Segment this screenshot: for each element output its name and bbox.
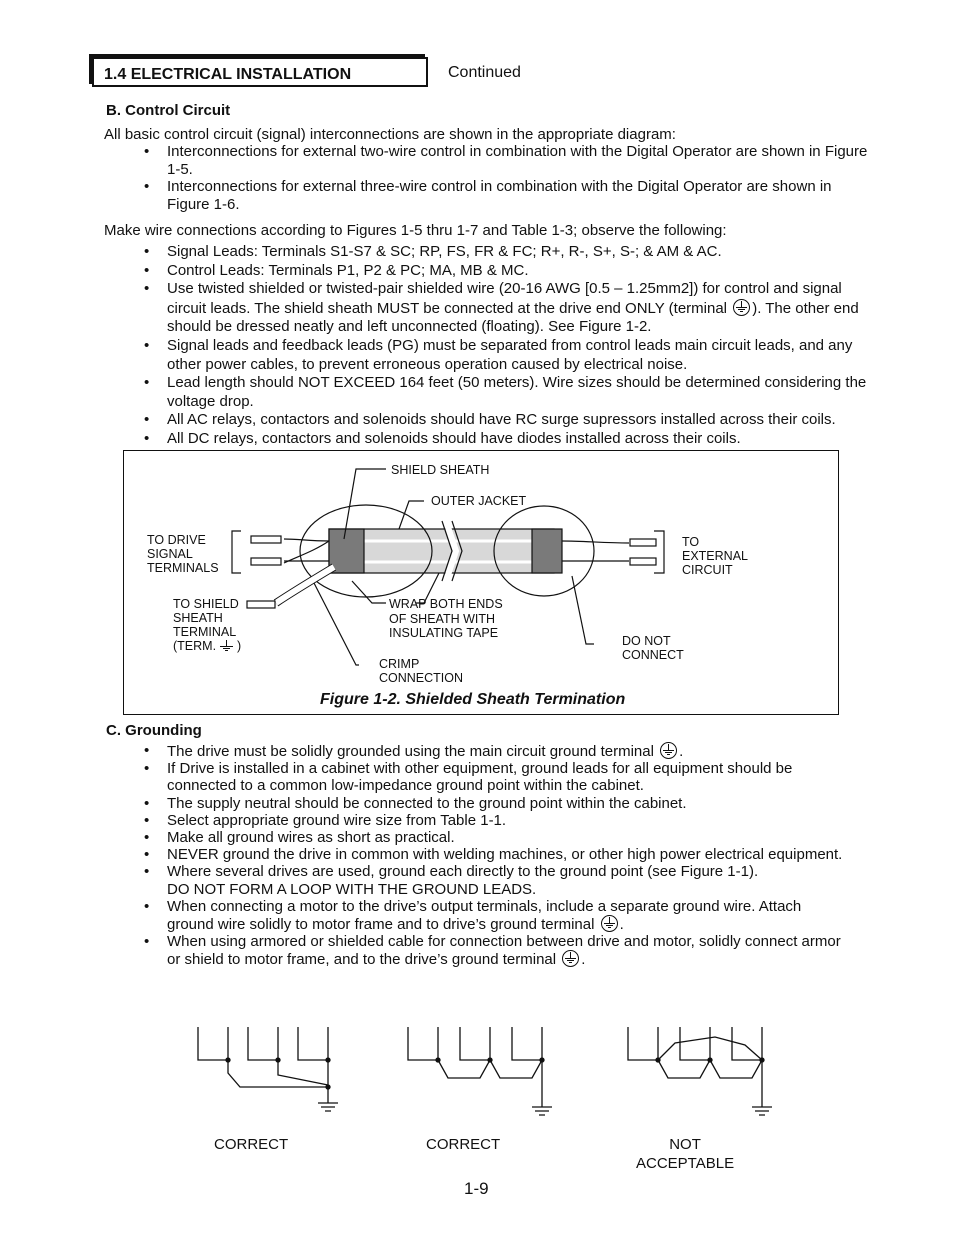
list-item: • Interconnections for external two-wire control in combination with the Digital Operator are shown in Figure 1-5. bbox=[140, 143, 868, 178]
outer-jacket-label: OUTER JACKET bbox=[431, 494, 527, 508]
shield-text-pre: Use twisted shielded or twisted-pair shielded wire (20-16 AWG [0.5 – 1.25mm2]) for control and signal circuit leads. The shield sheath MUST be connected at the drive end ONLY (terminal bbox=[167, 280, 842, 317]
g8-end: . bbox=[619, 916, 624, 934]
list-item: • Control Leads: Terminals P1, P2 & PC; MA, MB & MC. bbox=[140, 262, 870, 281]
shield-sheath-label: SHIELD SHEATH bbox=[391, 463, 490, 477]
do-not-connect-label: DO NOT CONNECT bbox=[622, 634, 684, 662]
list-item: • Lead length should NOT EXCEED 164 feet (50 meters). Wire sizes should be determined considering the voltage drop. bbox=[140, 374, 870, 411]
g7b-text: DO NOT FORM A LOOP WITH THE GROUND LEADS. bbox=[167, 880, 537, 898]
to-external-label: TO EXTERNAL CIRCUIT bbox=[682, 535, 748, 577]
correct-label-2: CORRECT bbox=[426, 1136, 501, 1153]
to-shield-text: TO SHIELD SHEATH TERMINAL (TERM. bbox=[173, 597, 239, 653]
list-item bbox=[140, 933, 850, 968]
ground-terminal-icon bbox=[733, 299, 750, 316]
to-shield-label bbox=[173, 597, 241, 653]
g7a-text: Where several drives are used, ground each directly to the ground point (see Figure 1-1). bbox=[167, 863, 759, 881]
section-title-box bbox=[92, 57, 428, 87]
g9-text: When using armored or shielded cable for connection between drive and motor, solidly connect armor or shield to motor frame, and to the drive’s ground terminal bbox=[167, 933, 841, 969]
ground-terminal-icon bbox=[660, 742, 677, 759]
g9-end: . bbox=[581, 951, 586, 969]
ground-terminal-icon bbox=[601, 915, 618, 932]
list-item: • NEVER ground the drive in common with welding machines, or other high power electrical equipment. bbox=[140, 846, 850, 863]
ground-terminal-icon bbox=[562, 950, 579, 967]
list-item: • All AC relays, contactors and solenoids should have RC surge supressors installed across their coils. bbox=[140, 411, 870, 430]
correct-diagram-1 bbox=[198, 1027, 338, 1111]
not-acceptable-label: NOT ACCEPTABLE bbox=[636, 1136, 735, 1172]
figure-caption: Figure 1-2. Shielded Sheath Termination bbox=[320, 691, 626, 708]
correct-label-1: CORRECT bbox=[214, 1136, 289, 1153]
list-item: • If Drive is installed in a cabinet with other equipment, ground leads for all equipment should be connected to a common low-impedance ground point within the cabinet. bbox=[140, 760, 850, 794]
g1-text: The drive must be solidly grounded using the main circuit ground terminal bbox=[167, 743, 654, 760]
to-shield-close: ) bbox=[237, 639, 242, 653]
list-item: • Signal leads and feedback leads (PG) must be separated from control leads main circuit leads, and any other power cables, to prevent erroneous operation caused by electrical noise. bbox=[140, 337, 870, 374]
page-number: 1-9 bbox=[464, 1179, 489, 1198]
ground-icon bbox=[220, 640, 234, 652]
list-item: • Signal Leads: Terminals S1-S7 & SC; RP, FS, FR & FC; R+, R-, S+, S-; & AM & AC. bbox=[140, 243, 870, 262]
diagram-list bbox=[140, 143, 868, 213]
list-item bbox=[140, 898, 850, 933]
list-item bbox=[140, 863, 850, 897]
section-title: 1.4 ELECTRICAL INSTALLATION bbox=[104, 66, 352, 83]
to-drive-label: TO DRIVE SIGNAL TERMINALS bbox=[147, 533, 219, 575]
not-acceptable-diagram bbox=[628, 1027, 772, 1115]
list-item bbox=[140, 280, 870, 337]
grounding-diagrams bbox=[180, 1015, 800, 1125]
list-item: • The supply neutral should be connected to the ground point within the cabinet. bbox=[140, 795, 850, 812]
list-item: • Make all ground wires as short as practical. bbox=[140, 829, 850, 846]
shielded-cable-diagram bbox=[124, 451, 838, 714]
control-circuit-heading: B. Control Circuit bbox=[106, 102, 231, 119]
grounding-list bbox=[140, 742, 850, 969]
list-item bbox=[140, 742, 850, 760]
shield-text-post: ). The other end should be dressed neatly and left unconnected (floating). See Figure 1-2. bbox=[167, 299, 859, 336]
list-item: • All DC relays, contactors and solenoids should have diodes installed across their coils. bbox=[140, 430, 870, 449]
wrap-label: WRAP BOTH ENDS OF SHEATH WITH INSULATING TAPE bbox=[389, 597, 503, 640]
continued-label: Continued bbox=[448, 64, 521, 81]
crimp-label: CRIMP CONNECTION bbox=[379, 657, 464, 685]
list-item: • Select appropriate ground wire size from Table 1-1. bbox=[140, 812, 850, 829]
wire-list bbox=[140, 243, 870, 449]
control-circuit-intro: All basic control circuit (signal) interconnections are shown in the appropriate diagram: bbox=[104, 126, 676, 143]
figure-frame bbox=[123, 450, 839, 715]
list-item: • Interconnections for external three-wire control in combination with the Digital Operator are shown in Figure 1-6. bbox=[140, 178, 868, 213]
g8-text: When connecting a motor to the drive’s output terminals, include a separate ground wire. Attach ground wire solidly to motor frame and to drive’s ground terminal bbox=[167, 897, 802, 934]
correct-diagram-2 bbox=[408, 1027, 552, 1115]
g1-end: . bbox=[679, 743, 684, 760]
wire-intro: Make wire connections according to Figures 1-5 thru 1-7 and Table 1-3; observe the following: bbox=[104, 222, 727, 239]
grounding-heading: C. Grounding bbox=[106, 722, 202, 739]
